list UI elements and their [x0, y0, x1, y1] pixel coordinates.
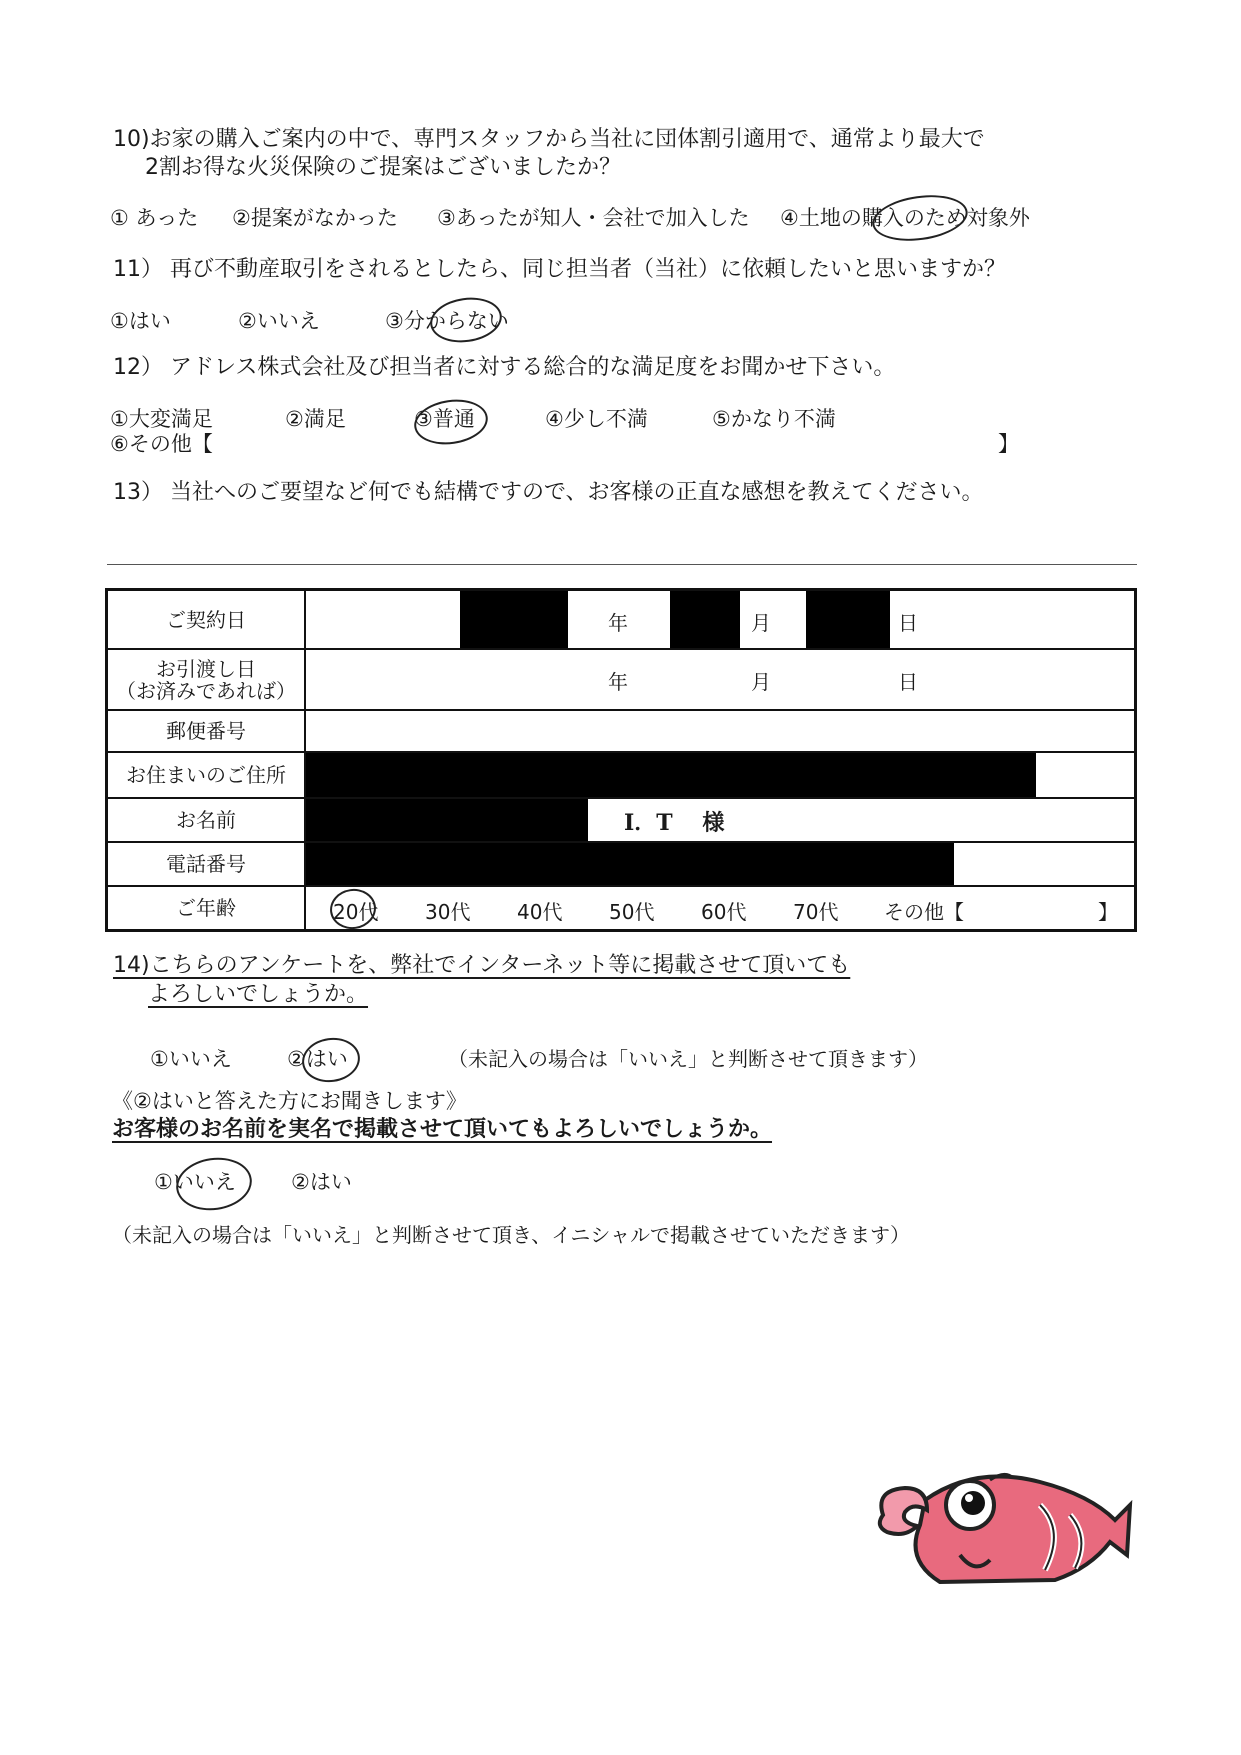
handover-date-label	[107, 649, 306, 710]
age-option-50s[interactable]: 50代	[609, 900, 655, 924]
fish-mascot-icon	[865, 1460, 1135, 1590]
answer-circle-mark	[427, 293, 504, 347]
q14-followup-option-1[interactable]: ①いいえ	[154, 1170, 236, 1194]
month-label: 月	[751, 611, 771, 635]
answer-circle-mark	[411, 395, 490, 449]
age-label: ご年齢	[107, 886, 306, 931]
q11-option-1[interactable]: ①はい	[110, 309, 171, 333]
age-option-20s[interactable]: 20代	[333, 900, 379, 924]
postal-code-label: 郵便番号	[107, 710, 306, 752]
age-field[interactable]	[305, 886, 1136, 931]
name-field[interactable]	[305, 798, 1136, 842]
divider-line	[107, 564, 1137, 565]
redaction-block	[670, 591, 740, 648]
q14-option-2[interactable]: ②はい	[287, 1047, 348, 1071]
answer-circle-mark	[299, 1034, 363, 1086]
q12-option-1[interactable]: ①大変満足	[110, 407, 213, 431]
age-option-60s[interactable]: 60代	[701, 900, 747, 924]
q10-line2: 2割お得な火災保険のご提案はございましたか？	[145, 155, 621, 180]
q14-option-1[interactable]: ①いいえ	[150, 1047, 232, 1071]
answer-circle-mark	[327, 886, 378, 932]
day-label: 日	[898, 670, 918, 694]
q14-followup-question: お客様のお名前を実名で掲載させて頂いてもよろしいでしょうか。	[112, 1117, 773, 1142]
q14-note: （未記入の場合は「いいえ」と判断させて頂きます）	[448, 1047, 928, 1071]
answer-circle-mark	[869, 190, 970, 247]
q12-option-4[interactable]: ④少し不満	[545, 407, 648, 431]
phone-label: 電話番号	[107, 842, 306, 886]
year-label: 年	[608, 611, 628, 635]
handover-label-line1: お引渡し日	[156, 656, 256, 681]
age-option-70s[interactable]: 70代	[793, 900, 839, 924]
q10-option-4[interactable]: ④土地の購入のため対象外	[780, 206, 1030, 230]
q13-question: 13） 当社へのご要望など何でも結構ですので、お客様の正直な感想を教えてください。	[113, 480, 984, 505]
q11-option-2[interactable]: ②いいえ	[238, 309, 320, 333]
q12-other-close-bracket: 】	[998, 432, 1019, 456]
q10-line1: 10)お家の購入ご案内の中で、専門スタッフから当社に団体割引適用で、通常より最大で	[113, 127, 985, 152]
redaction-block	[306, 799, 588, 841]
q14-followup-intro: 《②はいと答えた方にお聞きします》	[112, 1089, 467, 1113]
q12-option-2[interactable]: ②満足	[285, 407, 346, 431]
q12-option-5[interactable]: ⑤かなり不満	[712, 407, 836, 431]
q10-option-3[interactable]: ③あったが知人・会社で加入した	[437, 206, 750, 230]
redaction-block	[306, 753, 1036, 797]
q14-followup-note: （未記入の場合は「いいえ」と判断させて頂き、イニシャルで掲載させていただきます）	[112, 1223, 910, 1247]
q14-line1: 14)こちらのアンケートを、弊社でインターネット等に掲載させて頂いても	[113, 953, 851, 978]
year-label: 年	[608, 670, 628, 694]
q10-option-1[interactable]: ① あった	[110, 206, 199, 230]
phone-field[interactable]	[305, 842, 1136, 886]
q12-option-3[interactable]: ③普通	[414, 407, 475, 431]
age-other-close-bracket: 】	[1098, 900, 1118, 924]
redaction-block	[806, 591, 890, 648]
day-label: 日	[898, 611, 918, 635]
address-field[interactable]	[305, 752, 1136, 798]
redaction-block	[460, 591, 568, 648]
redaction-block	[306, 843, 954, 885]
postal-code-field[interactable]	[305, 710, 1136, 752]
answer-circle-mark	[173, 1153, 255, 1215]
q11-option-3[interactable]: ③分からない	[385, 309, 509, 333]
age-option-other[interactable]: その他【	[884, 900, 964, 924]
q11-question: 11） 再び不動産取引をされるとしたら、同じ担当者（当社）に依頼したいと思いますか？	[113, 257, 1006, 282]
address-label: お住まいのご住所	[107, 752, 306, 798]
q12-option-other[interactable]: ⑥その他【	[110, 432, 213, 456]
age-option-30s[interactable]: 30代	[425, 900, 471, 924]
contract-date-field[interactable]	[305, 590, 1136, 650]
customer-info-table	[105, 588, 1137, 932]
q14-line2: よろしいでしょうか。	[148, 982, 369, 1007]
handover-label-line2: （お済みであれば）	[116, 678, 296, 703]
customer-name: I．T 様	[624, 810, 725, 836]
month-label: 月	[751, 670, 771, 694]
contract-date-label: ご契約日	[107, 590, 306, 650]
handover-date-field[interactable]	[305, 649, 1136, 710]
q14-followup-option-2[interactable]: ②はい	[291, 1170, 352, 1194]
age-option-40s[interactable]: 40代	[517, 900, 563, 924]
name-label: お名前	[107, 798, 306, 842]
q12-question: 12） アドレス株式会社及び担当者に対する総合的な満足度をお聞かせ下さい。	[113, 355, 896, 380]
q10-option-2[interactable]: ②提案がなかった	[232, 206, 398, 230]
